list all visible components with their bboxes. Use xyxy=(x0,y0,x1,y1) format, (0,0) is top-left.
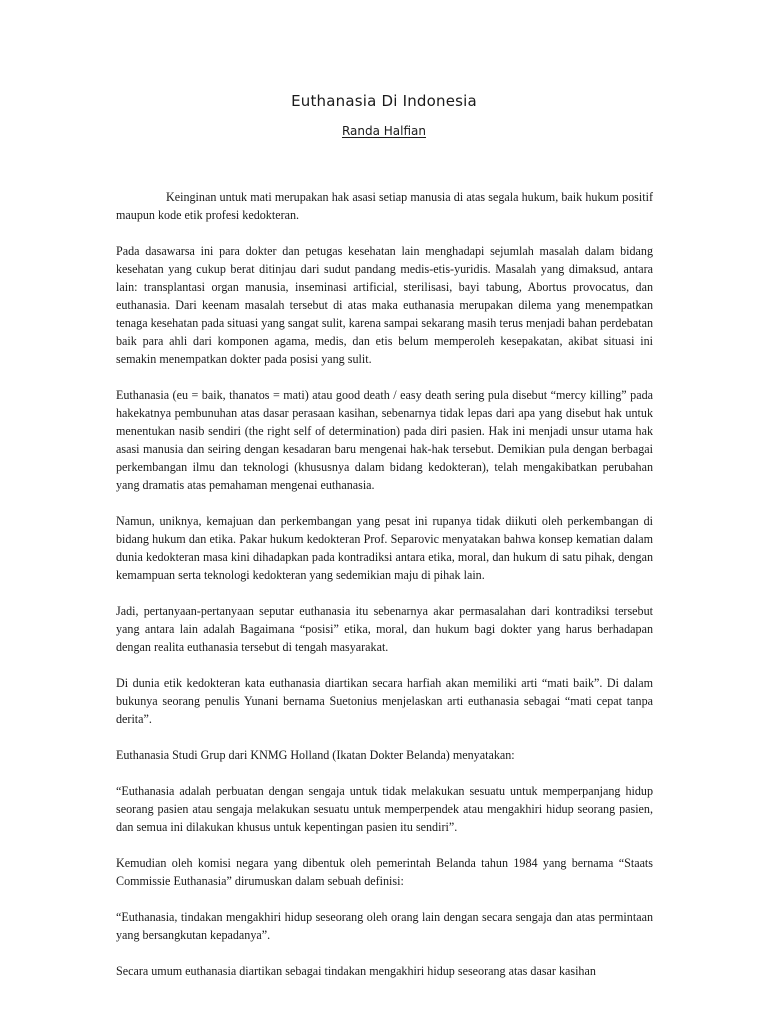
paragraph-6: Di dunia etik kedokteran kata euthanasia diartikan secara harfiah akan memiliki arti “mati baik”. Di dalam bukunya seorang penulis Yunani bernama Suetonius menjelaskan arti euthanasia sebagai “mati cepat tanpa derita”. xyxy=(116,676,653,726)
paragraph-3: Euthanasia (eu = baik, thanatos = mati) atau good death / easy death sering pula disebut “mercy killing” pada hakekatnya pembunuhan atas dasar perasaan kasihan, sebenarnya tidak lepas dari apa yang disebut hak untuk menentukan nasib sendiri (the right self of determination) pada diri pasien. Hak ini menjadi unsur utama hak asasi manusia dan seiring dengan kesadaran baru mengenai hak-hak tersebut. Demikian pula dengan berbagai perkembangan ilmu dan teknologi (khususnya dalam bidang kedokteran), telah mengakibatkan perubahan yang dramatis atas pemahaman mengenai euthanasia. xyxy=(116,388,653,492)
document-title: Euthanasia Di Indonesia xyxy=(291,92,477,110)
paragraph-8: “Euthanasia adalah perbuatan dengan sengaja untuk tidak melakukan sesuatu untuk memperpanjang hidup seorang pasien atau sengaja melakukan sesuatu untuk memperpendek atau mengakhiri hidup seorang pasien, dan semua ini dilakukan khusus untuk kepentingan pasien itu sendiri”. xyxy=(116,784,653,834)
paragraph-11: Secara umum euthanasia diartikan sebagai tindakan mengakhiri hidup seseorang atas dasar kasihan xyxy=(116,964,596,978)
paragraph-7: Euthanasia Studi Grup dari KNMG Holland (Ikatan Dokter Belanda) menyatakan: xyxy=(116,748,515,762)
paragraph-2: Pada dasawarsa ini para dokter dan petugas kesehatan lain menghadapi sejumlah masalah dalam bidang kesehatan yang cukup berat ditinjau dari sudut pandang medis-etis-yuridis. Masalah yang dimaksud, antara lain: transplantasi organ manusia, inseminasi artificial, sterilisasi, bayi tabung, Abortus provocatus, dan euthanasia. Dari keenam masalah tersebut di atas maka euthanasia merupakan dilema yang menempatkan tenaga kesehatan pada situasi yang sangat sulit, karena sampai sekarang masih terus menjadi bahan perdebatan baik para ahli dari komponen agama, medis, dan etis belum memperoleh kesepakatan, akibat situasi ini semakin menempatkan dokter pada posisi yang sulit. xyxy=(116,244,653,366)
paragraph-9: Kemudian oleh komisi negara yang dibentuk oleh pemerintah Belanda tahun 1984 yang bernama “Staats Commissie Euthanasia” dirumuskan dalam sebuah definisi: xyxy=(116,856,653,888)
paragraph-10: “Euthanasia, tindakan mengakhiri hidup seseorang oleh orang lain dengan secara sengaja dan atas permintaan yang bersangkutan kepadanya”. xyxy=(116,910,653,942)
document-author xyxy=(0,124,768,138)
document-body xyxy=(116,188,653,998)
author-name: Randa Halfian xyxy=(341,124,427,138)
paragraph-5: Jadi, pertanyaan-pertanyaan seputar euthanasia itu sebenarnya akar permasalahan dari kontradiksi tersebut yang antara lain adalah Bagaimana “posisi” etika, moral, dan hukum bagi dokter yang harus berhadapan dengan realita euthanasia tersebut di tengah masyarakat. xyxy=(116,604,653,654)
paragraph-4: Namun, uniknya, kemajuan dan perkembangan yang pesat ini rupanya tidak diikuti oleh perkembangan di bidang hukum dan etika. Pakar hukum kedokteran Prof. Separovic menyatakan bahwa konsep kematian dalam dunia kedokteran masa kini dihadapkan pada kontradiksi antara etika, moral, dan hukum di satu pihak, dengan kemampuan serta teknologi kedokteran yang sedemikian maju di pihak lain. xyxy=(116,514,653,582)
paragraph-1: Keinginan untuk mati merupakan hak asasi setiap manusia di atas segala hukum, baik hukum positif maupun kode etik profesi kedokteran. xyxy=(116,190,653,222)
